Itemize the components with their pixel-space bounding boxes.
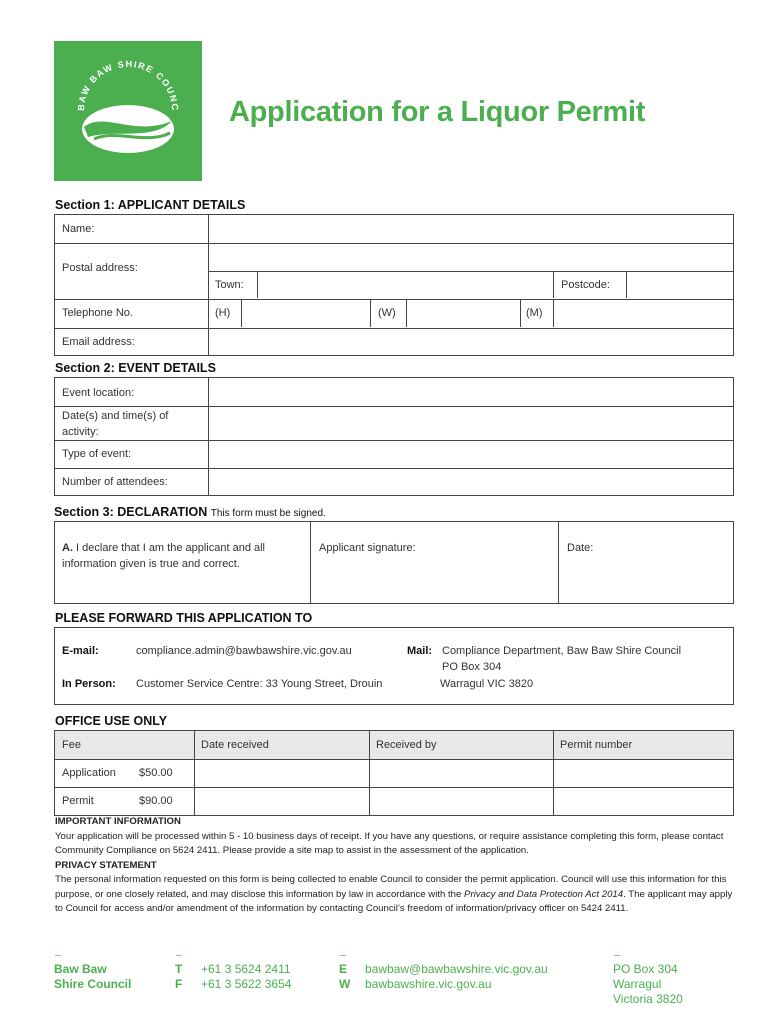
privacy-act-title: Privacy and Data Protection Act 2014 [464,888,624,900]
telephone-letter: T [175,962,183,976]
email-method-label: E-mail: [62,645,99,657]
dates-times-field[interactable] [215,411,730,435]
name-label: Name: [62,223,95,235]
footer-address-line1: PO Box 304 [613,962,678,976]
signature-field[interactable] [315,560,553,600]
signature-label: Applicant signature: [319,542,416,554]
footer-address-line2: Warragul [613,977,662,991]
footer-contact-labels [339,962,350,992]
postal-address-label: Postal address: [62,262,138,274]
mail-address-line2: PO Box 304 [442,661,502,673]
name-field[interactable] [215,219,730,239]
mail-address-line1: Compliance Department, Baw Baw Shire Council [442,645,682,657]
in-person-address: Customer Service Centre: 33 Young Street, Drouin [136,678,383,690]
work-phone-label: (W) [378,307,396,319]
email-label: Email address: [62,336,135,348]
applicant-details-table [54,214,734,356]
row-application-fee: $50.00 [139,767,173,779]
col-received-by: Received by [376,739,437,751]
forward-heading: PLEASE FORWARD THIS APPLICATION TO [55,611,313,625]
town-label: Town: [215,279,244,291]
page-title: Application for a Liquor Permit [229,96,646,128]
attendees-label: Number of attendees: [62,476,168,488]
col-permit-number: Permit number [560,739,633,751]
information-block [55,815,735,917]
declaration-table [54,521,734,604]
section3-title: Section 3: DECLARATION [54,505,208,519]
col-date-received: Date received [201,739,269,751]
mail-method-label: Mail: [407,645,433,657]
telephone-label: Telephone No. [62,307,133,319]
footer-fax: +61 3 5622 3654 [201,977,292,991]
privacy-text: The personal information requested on this form is being collected to enable Council to consider the permit application. Council will use this information for this purpose, or one closely related, and may disclose this information by law in accordance with the Privacy and Data Protection Act 2014. The applicant may apply to Council for access and/or amendment of the information by contacting Council’s freedom of information/privacy officer on 5424 2411. [55,874,733,914]
footer-org-line2: Shire Council [54,977,132,991]
postcode-label: Postcode: [561,279,610,291]
mobile-phone-field[interactable] [558,303,730,323]
dates-times-label: Date(s) and time(s) of activity: [62,410,169,438]
signature-note: This form must be signed. [210,508,326,519]
event-type-label: Type of event: [62,448,132,460]
postal-address-field[interactable] [215,247,730,267]
footer-org-line1: Baw Baw [54,962,107,976]
office-use-table [54,730,734,816]
footer-website-link[interactable]: bawbawshire.vic.gov.au [365,977,492,991]
attendees-field[interactable] [215,472,730,492]
mail-address-line3: Warragul VIC 3820 [440,678,534,690]
date-field[interactable] [563,560,729,600]
logo-graphic [54,41,202,181]
fax-letter: F [175,977,183,991]
forward-box [54,627,734,705]
section1-heading: Section 1: APPLICANT DETAILS [55,198,246,212]
compliance-email-link[interactable]: compliance.admin@bawbawshire.vic.gov.au [136,645,352,657]
footer-phone-labels [175,962,182,992]
logo-text: BAW BAW SHIRE COUNC [75,58,181,112]
footer-contacts [365,962,548,992]
declaration-text [62,540,307,572]
row-permit-fee: $90.00 [139,795,173,807]
office-use-heading: OFFICE USE ONLY [55,714,168,728]
section3-heading [54,505,326,519]
town-field[interactable] [263,275,549,295]
footer-email-link[interactable]: bawbaw@bawbawshire.vic.gov.au [365,962,548,976]
email-field[interactable] [215,332,730,352]
event-type-field[interactable] [215,444,730,464]
web-letter: W [339,977,351,991]
svg-text:BAW BAW SHIRE COUNCIL [54,41,180,112]
council-logo [54,41,202,181]
footer-telephone[interactable]: +61 3 5624 2411 [201,962,291,976]
footer-address-line3: Victoria 3820 [613,992,683,1006]
postcode-field[interactable] [631,275,731,295]
col-fee: Fee [62,739,81,751]
in-person-label: In Person: [62,678,116,690]
event-location-label: Event location: [62,387,135,399]
home-phone-field[interactable] [246,303,366,323]
footer-org [54,962,131,992]
row-permit-label: Permit [62,795,94,807]
section2-heading: Section 2: EVENT DETAILS [55,361,216,375]
mobile-phone-label: (M) [526,307,543,319]
privacy-heading: PRIVACY STATEMENT [55,859,157,871]
important-info-heading: IMPORTANT INFORMATION [55,816,181,827]
email-letter: E [339,962,348,976]
event-details-table [54,377,734,496]
event-location-field[interactable] [215,382,730,402]
footer-address [613,962,683,1007]
footer-phones [201,962,291,992]
declaration-statement: I declare that I am the applicant and all information given is true and correct. [62,542,266,570]
row-application-label: Application [62,767,116,779]
home-phone-label: (H) [215,307,231,319]
date-label: Date: [567,542,594,554]
work-phone-field[interactable] [411,303,516,323]
declaration-letter: A. [62,542,73,554]
important-info-text: Your application will be processed within 5 - 10 business days of receipt. If you have any questions, or require assistance completing this form, please contact Community Compliance on 5624 2411. Please provide a site map to assist in the assessment of the application. [55,830,724,856]
